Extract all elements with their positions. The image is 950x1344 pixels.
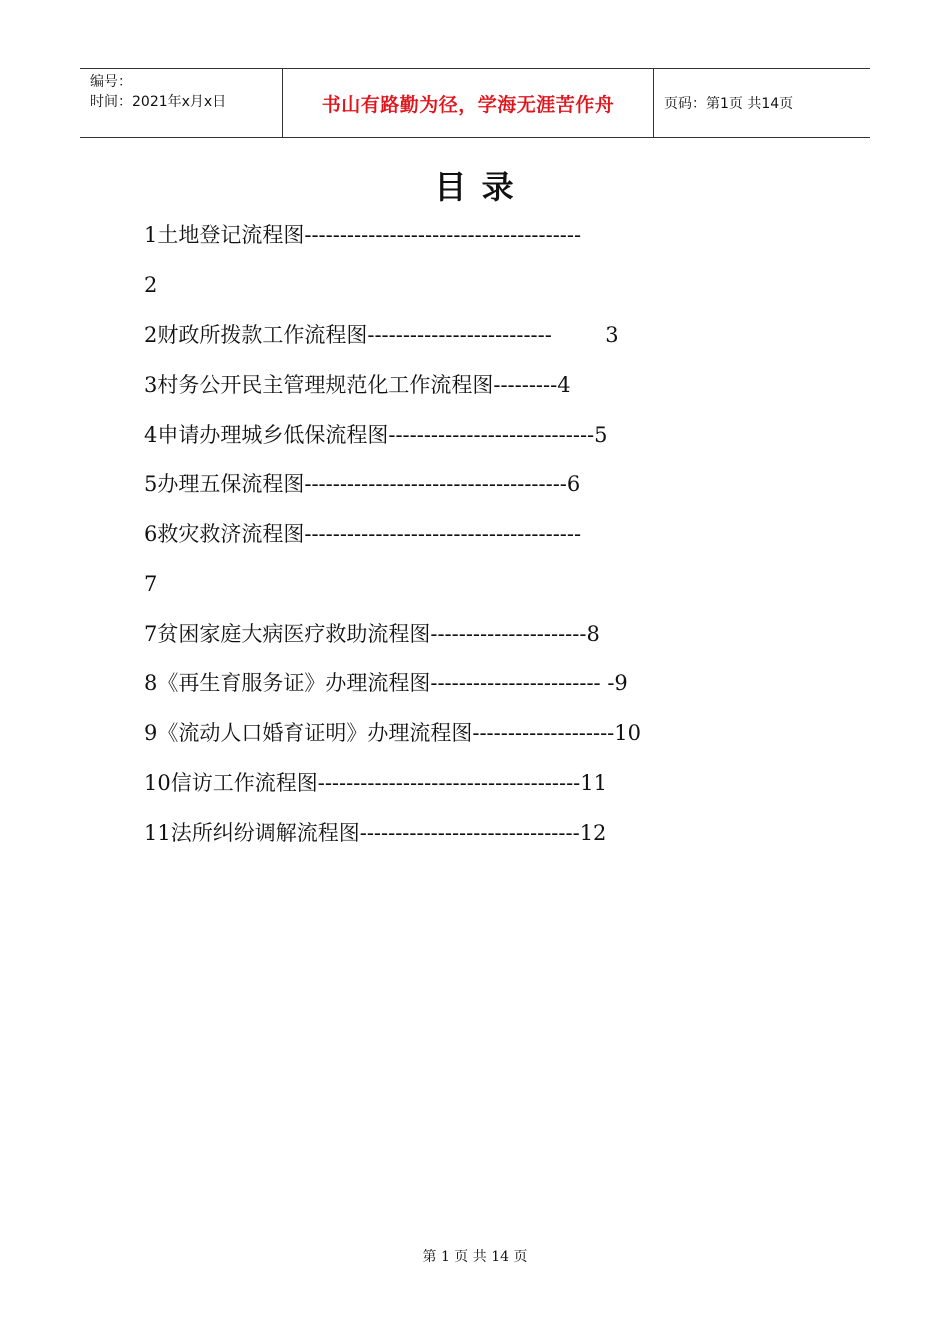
toc-entry: 7贫困家庭大病医疗救助流程图----------------------8 (144, 622, 600, 646)
header-motto-cell (282, 69, 654, 137)
date-label: 时间：2021年x月x日 (90, 94, 227, 110)
page-label: 页码：第1页 共14页 (664, 96, 794, 112)
motto-text: 书山有路勤为径，学海无涯苦作舟 (321, 93, 615, 116)
toc-entry: 6救灾救济流程图--------------------------------------- (144, 522, 582, 546)
toc-entry: 9《流动人口婚育证明》办理流程图--------------------10 (144, 721, 641, 745)
toc-entry: 3村务公开民主管理规范化工作流程图---------4 (144, 373, 571, 397)
toc-entry: 11法所纠纷调解流程图-------------------------------12 (144, 821, 607, 845)
page-footer: 第 1 页 共 14 页 (422, 1249, 528, 1265)
toc-entry: 4申请办理城乡低保流程图-----------------------------5 (144, 423, 608, 447)
toc-entry: 2财政所拨款工作流程图-------------------------- 3 (144, 323, 619, 347)
toc-entry: 8《再生育服务证》办理流程图------------------------ -9 (144, 671, 628, 695)
page-title: 目 录 (434, 168, 516, 206)
header-meta-cell (80, 69, 282, 137)
number-label: 编号： (90, 74, 132, 90)
page-header (80, 68, 870, 138)
header-page-cell (654, 69, 870, 137)
toc-entry: 10信访工作流程图-------------------------------------11 (144, 771, 607, 795)
toc-entry: 2 (144, 273, 158, 297)
toc-entry: 1土地登记流程图--------------------------------------- (144, 223, 582, 247)
toc-entry: 7 (144, 572, 158, 596)
toc-entry: 5办理五保流程图-------------------------------------6 (144, 472, 581, 496)
